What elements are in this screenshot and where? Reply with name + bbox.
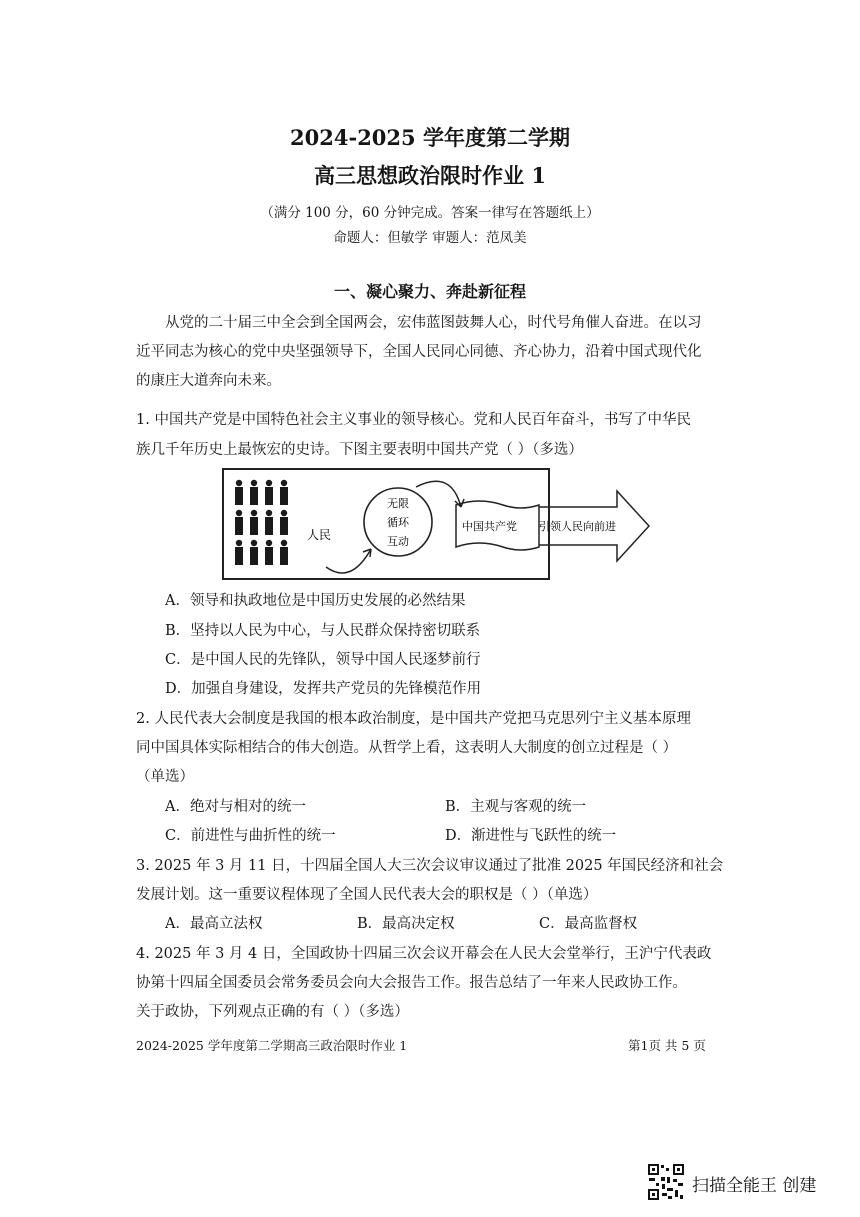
q1-option-b: B．坚持以人民为中心，与人民群众保持密切联系 — [165, 623, 481, 639]
q2-stem-line-3: （单选） — [136, 769, 194, 785]
q4-stem-line-3: 关于政协，下列观点正确的有（ ）（多选） — [136, 1004, 409, 1020]
people-label: 人民 — [307, 528, 332, 542]
lower-arc-arrow — [326, 549, 371, 573]
q3-option-b: B．最高决定权 — [357, 916, 455, 932]
person-figure-head — [281, 480, 287, 486]
footer-left: 2024-2025 学年度第二学期高三政治限时作业 1 — [136, 1038, 408, 1053]
q2-option-c: C．前进性与曲折性的统一 — [165, 828, 336, 844]
person-figure-body — [265, 487, 273, 505]
q1-diagram-svg — [221, 467, 651, 585]
qr-code-icon — [647, 1163, 685, 1201]
cycle-label-2: 循环 — [387, 516, 409, 529]
q3-option-c: C．最高监督权 — [539, 916, 638, 932]
person-figure-head — [236, 540, 242, 546]
exam-authors: 命题人：但敏学 审题人：范凤美 — [333, 230, 527, 246]
q3-stem-line-1: 3. 2025 年 3 月 11 日，十四届全国人大三次会议审议通过了批准 2025 年国民经济和社会 — [136, 858, 724, 874]
person-figure-body — [235, 547, 243, 565]
person-figure-body — [265, 547, 273, 565]
person-figure-body — [250, 487, 258, 505]
person-figure-body — [280, 517, 288, 535]
intro-line-1: 从党的二十届三中全会到全国两会，宏伟蓝图鼓舞人心，时代号角催人奋进。在以习 — [165, 315, 702, 331]
arrow-label: 引领人民向前进 — [539, 520, 616, 533]
q1-option-d: D．加强自身建设，发挥共产党员的先锋模范作用 — [165, 681, 482, 697]
q2-stem-line-2: 同中国具体实际相结合的伟大创造。从哲学上看，这表明人大制度的创立过程是（ ） — [136, 740, 678, 756]
cycle-label-3: 互动 — [387, 535, 409, 548]
person-figure-body — [280, 547, 288, 565]
exam-title-subject: 高三思想政治限时作业 1 — [314, 163, 546, 188]
people-figures-icon — [235, 480, 288, 565]
q1-stem-line-1: 1. 中国共产党是中国特色社会主义事业的领导核心。党和人民百年奋斗，书写了中华民 — [136, 412, 691, 428]
footer-page-number: 第1页 共 5 页 — [628, 1038, 706, 1053]
q4-stem-line-2: 协第十四届全国委员会常务委员会向大会报告工作。报告总结了一年来人民政协工作。 — [136, 975, 687, 991]
q2-option-b: B．主观与客观的统一 — [445, 799, 587, 815]
person-figure-head — [251, 480, 257, 486]
person-figure-body — [265, 517, 273, 535]
q2-stem-line-1: 2. 人民代表大会制度是我国的根本政治制度，是中国共产党把马克思列宁主义基本原理 — [136, 711, 691, 727]
person-figure-head — [266, 510, 272, 516]
person-figure-head — [281, 510, 287, 516]
q1-stem-line-2: 族几千年历史上最恢宏的史诗。下图主要表明中国共产党（ ）（多选） — [136, 442, 583, 458]
q3-option-a: A．最高立法权 — [165, 916, 263, 932]
person-figure-head — [266, 480, 272, 486]
q3-stem-line-2: 发展计划。这一重要议程体现了全国人民代表大会的职权是（ ）（单选） — [136, 887, 598, 903]
person-figure-head — [266, 540, 272, 546]
q2-option-d: D．渐进性与飞跃性的统一 — [445, 828, 617, 844]
upper-arc-arrow — [416, 481, 461, 507]
section-heading: 一、凝心聚力、奔赴新征程 — [333, 282, 526, 301]
intro-line-2: 近平同志为核心的党中央坚强领导下，全国人民同心同德、齐心协力，沿着中国式现代化 — [136, 344, 702, 360]
person-figure-head — [251, 540, 257, 546]
party-label: 中国共产党 — [462, 520, 517, 533]
exam-instructions: （满分 100 分，60 分钟完成。答案一律写在答题纸上） — [260, 205, 600, 221]
q1-diagram — [221, 467, 651, 585]
scanner-watermark: 扫描全能王 创建 — [692, 1176, 817, 1196]
q1-option-c: C．是中国人民的先锋队，领导中国人民逐梦前行 — [165, 652, 481, 668]
exam-title-term: 2024-2025 学年度第二学期 — [290, 125, 570, 150]
person-figure-body — [250, 517, 258, 535]
person-figure-head — [251, 510, 257, 516]
q4-stem-line-1: 4. 2025 年 3 月 4 日，全国政协十四届三次会议开幕会在人民大会堂举行，王沪宁代表政 — [136, 946, 712, 962]
cycle-label-1: 无限 — [387, 497, 409, 510]
q2-option-a: A．绝对与相对的统一 — [165, 799, 306, 815]
intro-line-3: 的康庄大道奔向未来。 — [136, 373, 281, 389]
person-figure-head — [281, 540, 287, 546]
person-figure-head — [236, 510, 242, 516]
person-figure-head — [236, 480, 242, 486]
person-figure-body — [235, 487, 243, 505]
q1-option-a: A．领导和执政地位是中国历史发展的必然结果 — [165, 593, 466, 609]
person-figure-body — [280, 487, 288, 505]
person-figure-body — [250, 547, 258, 565]
person-figure-body — [235, 517, 243, 535]
